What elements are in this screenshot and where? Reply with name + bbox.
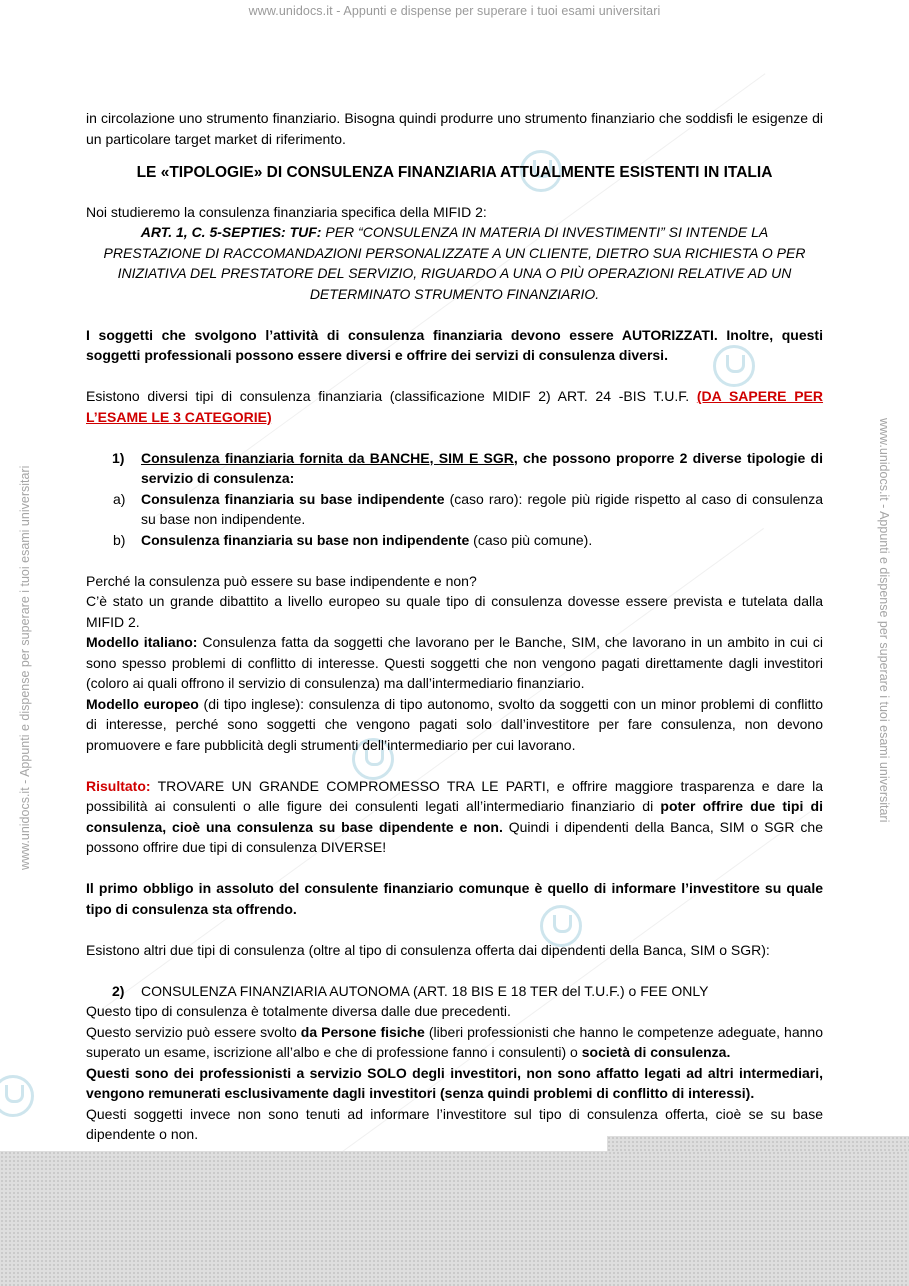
soggetti-text: I soggetti che svolgono l’attività di consulenza finanziaria devono essere bbox=[86, 326, 622, 343]
tipi-text: Esistono diversi tipi di consulenza finanziaria (classificazione MIDIF 2) bbox=[86, 388, 558, 404]
tipi-paragraph bbox=[86, 386, 823, 427]
servizio-text-mid: (liberi professionisti che hanno le competenze adeguate, hanno superato un esame, iscrizione all’albo e che di professione fanno i consulenti) o bbox=[86, 1023, 823, 1060]
diversa-paragraph: Questo tipo di consulenza è totalmente diversa dalle due precedenti. bbox=[86, 1003, 511, 1019]
list-item-1 bbox=[86, 448, 823, 489]
modello-europeo-label: Modello europeo bbox=[86, 695, 199, 712]
sub-item-letter: b) bbox=[113, 531, 126, 548]
sub-item-a-text: (caso raro): regole più rigide rispetto al caso di consulenza su base non indipendente. bbox=[141, 490, 823, 527]
mifid-intro: Noi studieremo la consulenza finanziaria specifica della MIFID 2: bbox=[86, 203, 487, 220]
article-definition bbox=[86, 222, 823, 304]
risultato-text-end: Quindi i dipendenti della Banca, SIM o SGR che possono offrire due tipi di consulenza DIVERSE! bbox=[86, 818, 824, 855]
list-item-1-rest: , che possono proporre 2 diverse tipologie di servizio di consulenza: bbox=[141, 449, 823, 486]
list-number: 1) bbox=[112, 449, 125, 466]
tenuti-paragraph: Questi soggetti invece non sono tenuti ad informare l’investitore sul tipo di consulenza offerta, cioè se su base dipendente o non. bbox=[86, 1105, 823, 1142]
tipi-red-note: (DA SAPERE PER L’ESAME LE 3 CATEGORIE) bbox=[86, 388, 824, 425]
document-body bbox=[86, 108, 823, 1145]
soggetti-text-end: . Inoltre, questi soggetti professionali possono essere diversi e offrire dei servizi di consulenza diversi. bbox=[86, 326, 823, 363]
professionisti-paragraph: Questi sono dei professionisti a servizio SOLO degli investitori, non sono affatto legati ad altri intermediari, vengono remunerati esclusivamente dagli investitori (senza quindi problemi di conflitto di interessi). bbox=[86, 1064, 823, 1101]
list-item-2 bbox=[86, 981, 823, 1002]
sub-item-b bbox=[86, 530, 823, 551]
soggetti-paragraph bbox=[86, 325, 823, 366]
sub-item-a-title: Consulenza finanziaria su base indipendente bbox=[141, 490, 445, 507]
modello-europeo bbox=[86, 694, 823, 756]
article-text: PER “CONSULENZA IN MATERIA DI INVESTIMENTI” SI INTENDE LA PRESTAZIONE DI RACCOMANDAZIONI PERSONALIZZATE A UN CLIENTE, DIETRO SUA RICHIESTA O PER INIZIATIVA DEL PRESTATORE DEL SERVIZIO, RIGUARDO A UNA O PIÙ OPERAZIONI RELATIVE AD UN DETERMINATO STRUMENTO FINANZIARIO. bbox=[103, 224, 806, 302]
servizio-text: Questo servizio può essere svolto bbox=[86, 1023, 301, 1040]
modello-italiano-text: Consulenza fatta da soggetti che lavorano per le Banche, SIM, che lavorano in un ambito in cui ci sono spesso problemi di conflitto di interesse. Questi soggetti che non vengono pagati direttamente dagli investitori (coloro ai quali offrono il servizio di consulenza) ma dall’intermediario finanziario. bbox=[86, 634, 823, 691]
article-reference: ART. 1, C. 5-SEPTIES: TUF: bbox=[140, 224, 322, 240]
tipi-article: ART. 24 -BIS T.U.F. bbox=[557, 388, 690, 404]
autorizzati-text: AUTORIZZATI bbox=[621, 326, 714, 343]
intro-paragraph: in circolazione uno strumento finanziario. Bisogna quindi produrre uno strumento finanziario che soddisfi le esigenze di un particolare target market di riferimento. bbox=[86, 110, 823, 147]
list-item-1-title: Consulenza finanziaria fornita da BANCHE, SIM E SGR bbox=[141, 449, 514, 466]
sub-item-a bbox=[86, 489, 823, 530]
sub-item-b-text: (caso più comune). bbox=[469, 531, 593, 548]
watermark-left: www.unidocs.it - Appunti e dispense per superare i tuoi esami universitari bbox=[18, 465, 32, 870]
modello-italiano-label: Modello italiano: bbox=[86, 634, 198, 650]
perche-paragraph: Perché la consulenza può essere su base indipendente e non? bbox=[86, 572, 477, 589]
modello-italiano bbox=[86, 632, 823, 694]
sub-item-b-title: Consulenza finanziaria su base non indipendente bbox=[141, 531, 470, 548]
societa-text: società di consulenza. bbox=[581, 1044, 731, 1060]
dibattito-paragraph: C’è stato un grande dibattito a livello europeo su quale tipo di consulenza dovesse essere prevista e tutelata dalla MIFID 2. bbox=[86, 593, 823, 630]
obbligo-paragraph: Il primo obbligo in assoluto del consulente finanziario comunque è quello di informare l’investitore su quale tipo di consulenza sta offrendo. bbox=[86, 880, 823, 917]
risultato-label: Risultato: bbox=[86, 777, 151, 794]
modello-europeo-text: (di tipo inglese): consulenza di tipo autonomo, svolto da soggetti con un minor problemi di conflitto di interesse, perché sono soggetti che vengono pagati solo dall’investitore per fare consulenza, non devono promuovere e fare pubblicità degli strumenti dell’intermediario per cui lavorano. bbox=[86, 695, 824, 753]
servizio-paragraph bbox=[86, 1022, 823, 1063]
risultato-bold: poter offrire due tipi di consulenza, cioè una consulenza su base dipendente e non. bbox=[86, 798, 823, 835]
watermark-right: www.unidocs.it - Appunti e dispense per superare i tuoi esami universitari bbox=[877, 418, 891, 823]
section-heading: LE «TIPOLOGIE» DI CONSULENZA FINANZIARIA ATTUALMENTE ESISTENTI IN ITALIA bbox=[136, 164, 773, 181]
risultato-paragraph bbox=[86, 776, 823, 858]
list-item-2-title: CONSULENZA FINANZIARIA AUTONOMA (ART. 18 BIS E 18 TER del T.U.F.) o FEE ONLY bbox=[141, 982, 709, 999]
unidocs-logo-icon bbox=[0, 1075, 34, 1117]
preview-mask bbox=[0, 1151, 909, 1286]
list-number: 2) bbox=[112, 982, 125, 999]
tipi-space bbox=[689, 388, 697, 404]
altri-paragraph: Esistono altri due tipi di consulenza (oltre al tipo di consulenza offerta dai dipendenti della Banca, SIM o SGR): bbox=[86, 941, 770, 958]
risultato-text: TROVARE UN GRANDE COMPROMESSO TRA LE PARTI, e offrire maggiore trasparenza e dare la possibilità ai consulenti o alle figure dei consulenti legati all’intermediario finanziario di bbox=[86, 777, 823, 814]
watermark-top: www.unidocs.it - Appunti e dispense per superare i tuoi esami universitari bbox=[248, 4, 661, 18]
persone-fisiche-text: da Persone fisiche bbox=[300, 1023, 425, 1040]
sub-item-letter: a) bbox=[113, 490, 126, 507]
preview-mask bbox=[607, 1136, 909, 1151]
